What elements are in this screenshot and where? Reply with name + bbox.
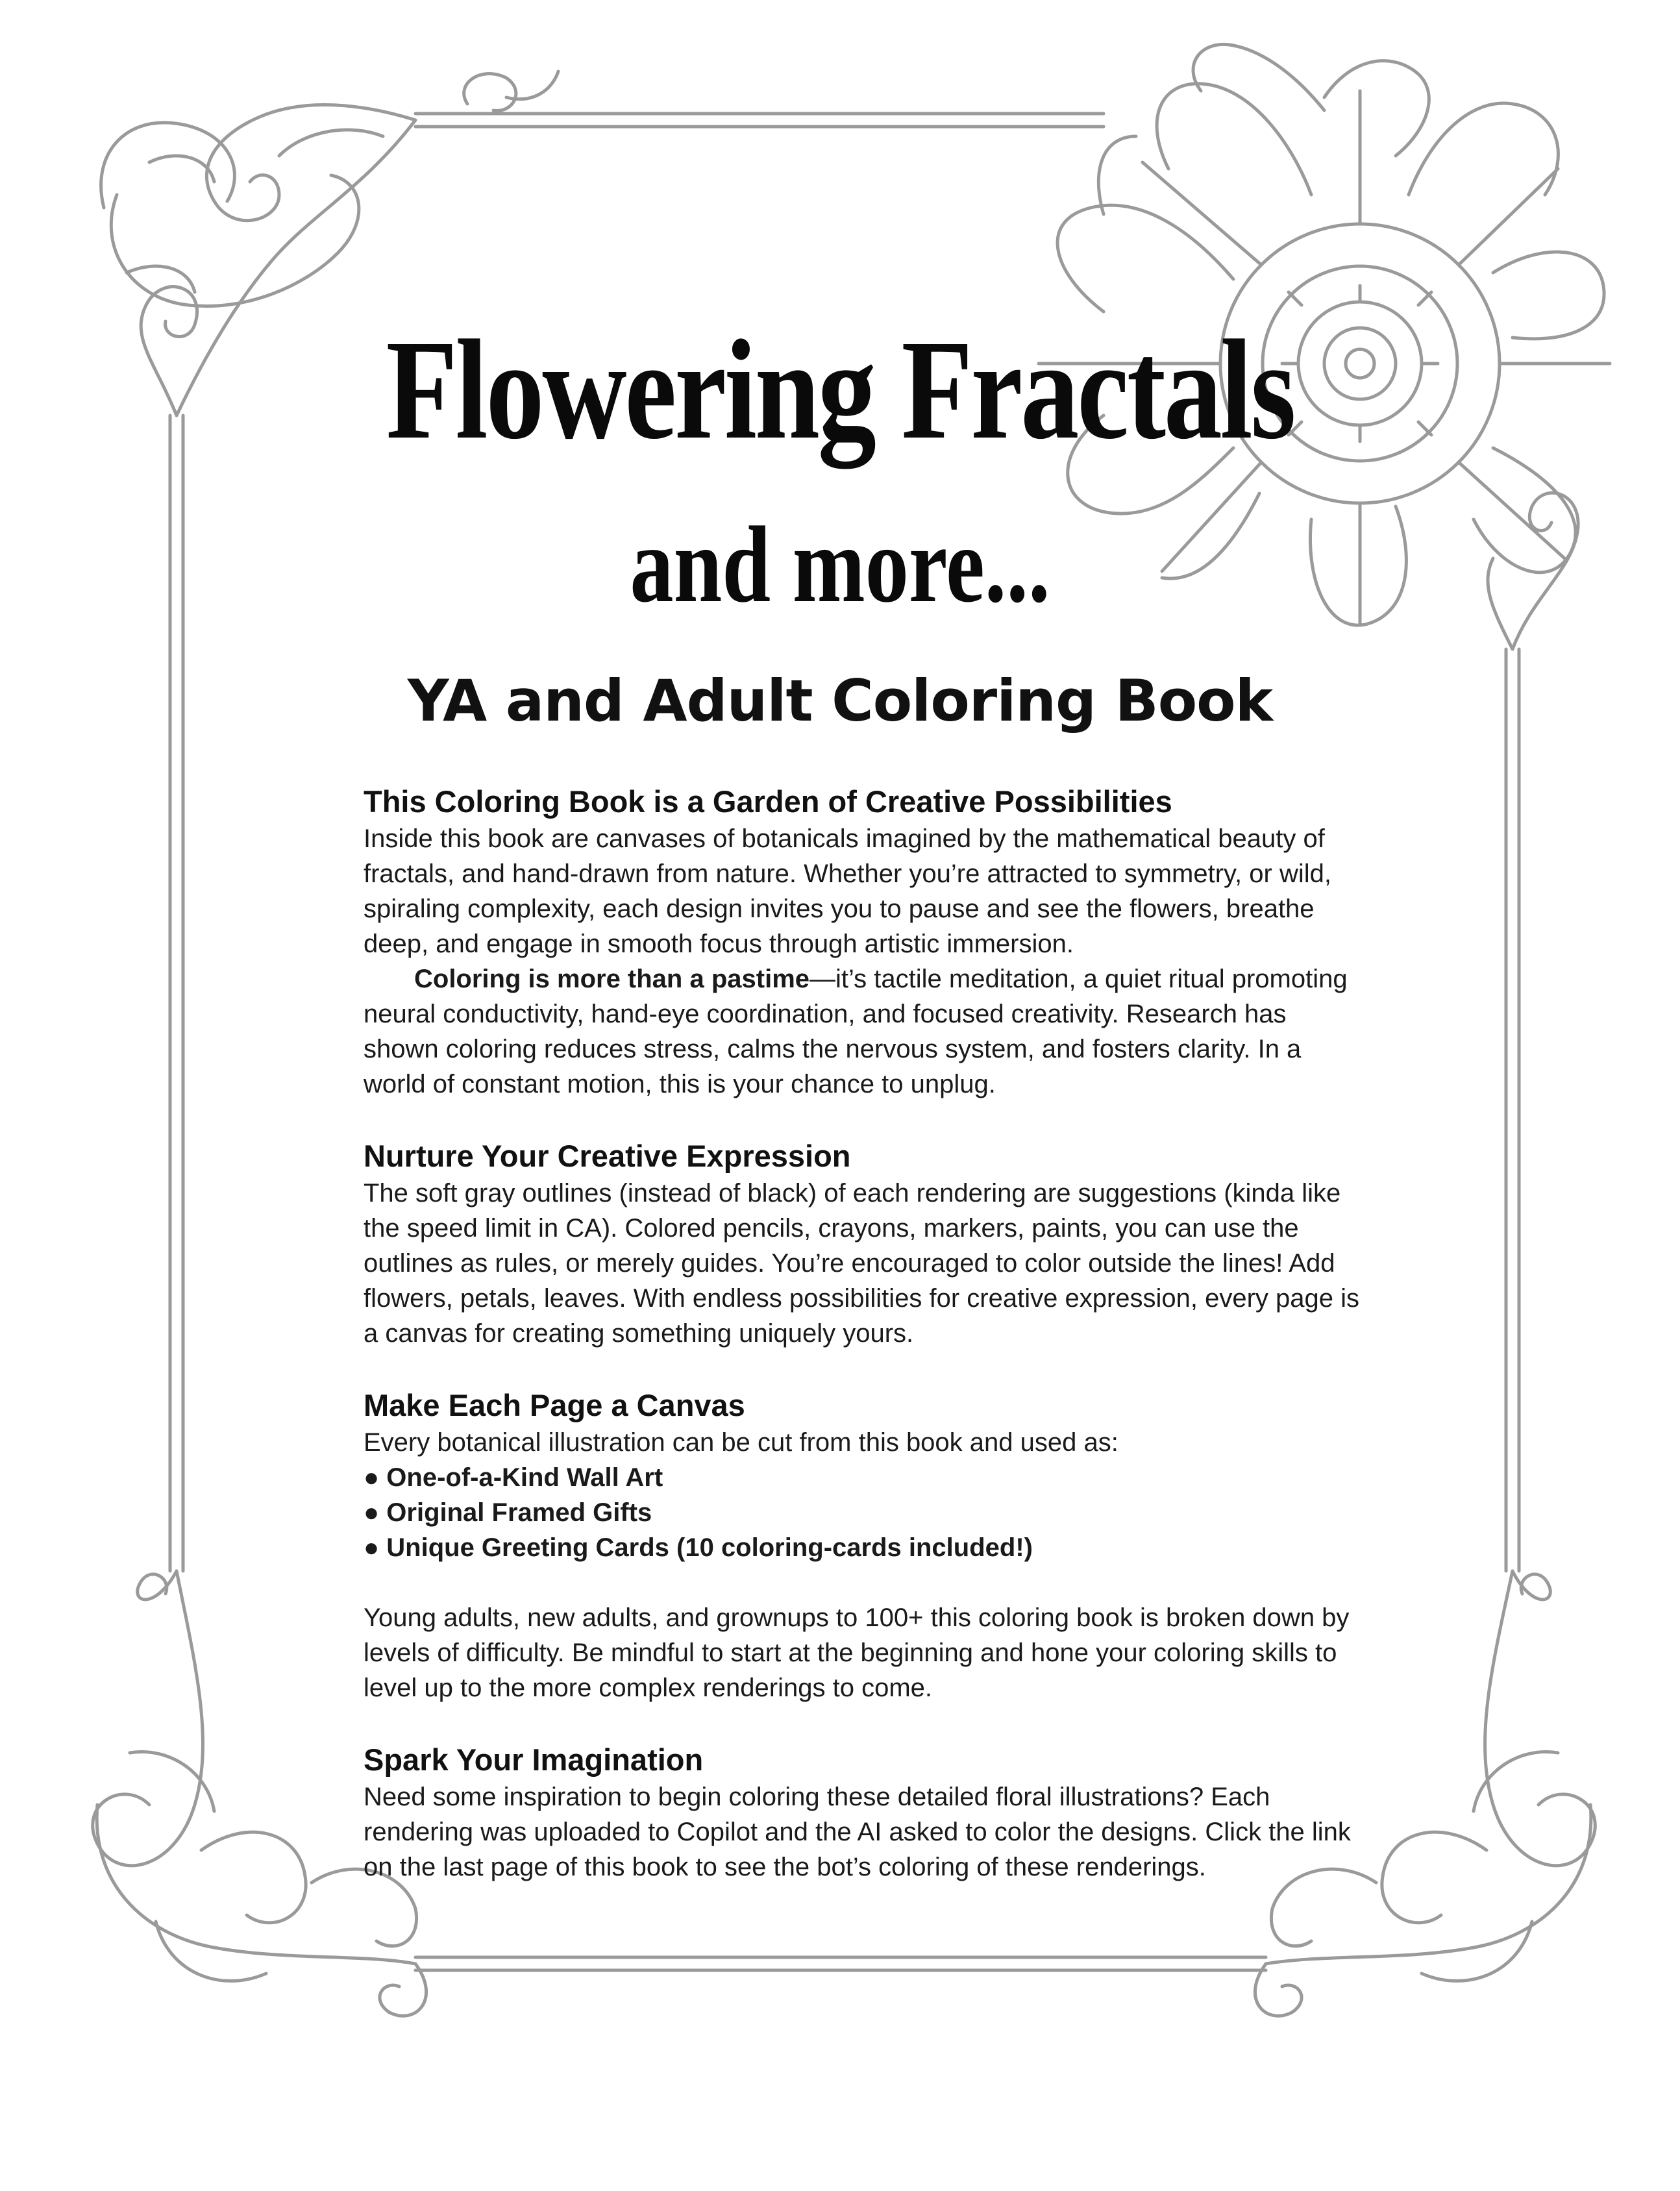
paragraph: Inside this book are canvases of botanicals imagined by the mathematical beauty of fractals, and hand-drawn from nature. Whether you’re attracted to symmetry, or wild, spiraling complexity, each design invites you to pause and see the flowers, breathe deep, and engage in smooth focus through artistic immersion. [364, 824, 1331, 958]
list-item: ● One-of-a-Kind Wall Art [364, 1463, 663, 1492]
section-garden [364, 782, 1363, 1102]
section-nurture [364, 1137, 1363, 1351]
section-heading: This Coloring Book is a Garden of Creative Possibilities [364, 784, 1172, 819]
emphasis-text: Coloring is more than a pastime [414, 965, 810, 993]
list-item: ● Original Framed Gifts [364, 1498, 652, 1527]
paragraph: Young adults, new adults, and grownups to 100+ this coloring book is broken down by levels of difficulty. Be mindful to start at the beginning and hone your coloring skills to level up to the more complex renderings to come. [364, 1603, 1350, 1702]
paragraph: The soft gray outlines (instead of black) of each rendering are suggestions (kinda like the speed limit in CA). Colored pencils, crayons, markers, paints, you can use the outlines as rules, or merely guides. You’re encouraged to color outside the lines! Add flowers, petals, leaves. With endless possibilities for creative expression, every page is a canvas for creating something uniquely yours. [364, 1179, 1360, 1348]
intro-body [364, 782, 1363, 1885]
list-item: ● Unique Greeting Cards (10 coloring-cards included!) [364, 1533, 1033, 1562]
section-canvas [364, 1386, 1363, 1705]
paragraph [364, 961, 1363, 1102]
paragraph-text: —it’s tactile meditation, a quiet ritual promoting neural conductivity, hand-eye coordination, and focused creativity. Research has shown coloring reduces stress, calms the nervous system, and fosters clarity. In a world of constant motion, this is your chance to unplug. [364, 965, 1348, 1098]
paragraph: Every botanical illustration can be cut from this book and used as: [364, 1428, 1118, 1457]
section-spark [364, 1740, 1363, 1885]
book-title: Flowering Fractals [386, 310, 1294, 469]
section-heading: Nurture Your Creative Expression [364, 1139, 851, 1173]
book-subtitle: YA and Adult Coloring Book [407, 667, 1273, 734]
section-heading: Make Each Page a Canvas [364, 1388, 745, 1422]
book-title-subline: and more... [630, 504, 1050, 625]
section-heading: Spark Your Imagination [364, 1742, 704, 1777]
paragraph: Need some inspiration to begin coloring these detailed floral illustrations? Each rendering was uploaded to Copilot and the AI asked to color the designs. Click the link on the last page of this book to see the bot’s coloring of these renderings. [364, 1783, 1351, 1881]
